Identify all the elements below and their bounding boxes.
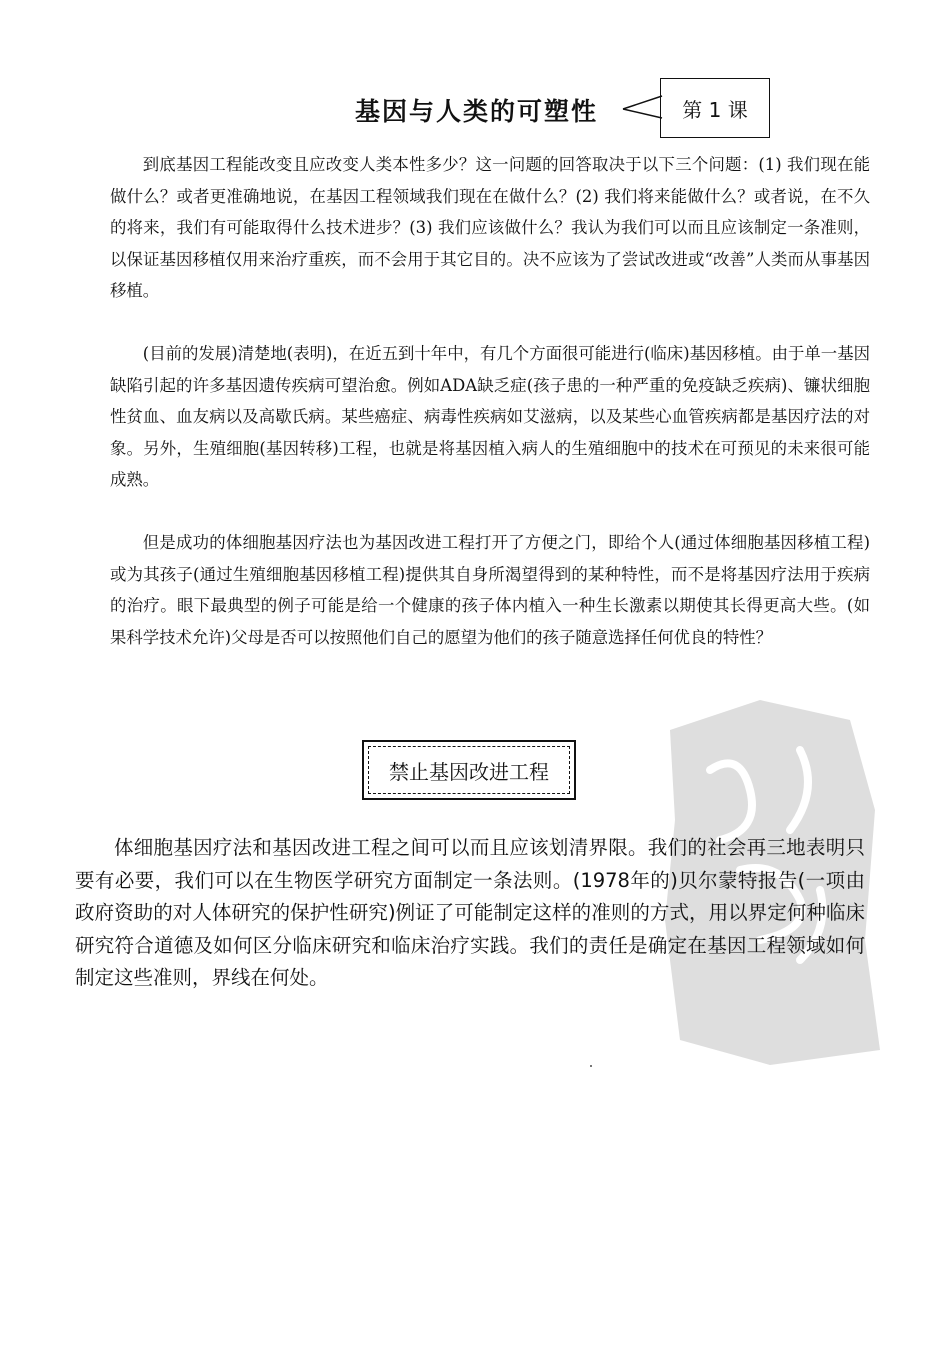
lesson-label-box xyxy=(660,78,770,138)
lesson-label: 第 1 课 xyxy=(682,97,748,122)
body-paragraph-1: 到底基因工程能改变且应改变人类本性多少？这一问题的回答取决于以下三个问题：(1) 我们现在能做什么？或者更准确地说，在基因工程领域我们现在在做什么？(2) 我们将来能做什么？或者说，在不久的将来，我们有可能取得什么技术进步？(3) 我们应该做什么？我认为我们可以而且应该制定一条准则，以保证基因移植仅用来治疗重疾，而不会用于其它目的。决不应该为了尝试改进或“改善”人类而从事基因移植。 xyxy=(110,155,870,300)
speck xyxy=(590,1065,592,1067)
body-paragraph-3: 但是成功的体细胞基因疗法也为基因改进工程打开了方便之门，即给个人(通过体细胞基因移植工程)或为其孩子(通过生殖细胞基因移植工程)提供其自身所渴望得到的某种特性，而不是将基因疗法用于疾病的治疗。眼下最典型的例子可能是给一个健康的孩子体内植入一种生长激素以期使其长得更高大些。(如果科学技术允许)父母是否可以按照他们自己的愿望为他们的孩子随意选择任何优良的特性？ xyxy=(110,533,870,647)
section-heading: 禁止基因改进工程 xyxy=(389,759,549,784)
section-heading-box xyxy=(362,740,576,800)
page-title: 基因与人类的可塑性 xyxy=(355,97,599,126)
section-body-paragraph: 体细胞基因疗法和基因改进工程之间可以而且应该划清界限。我们的社会再三地表明只要有必要，我们可以在生物医学研究方面制定一条法则。(1978年的)贝尔蒙特报告(一项由政府资助的对人体研究的保护性研究)例证了可能制定这样的准则的方式，用以界定何种临床研究符合道德及如何区分临床研究和临床治疗实践。我们的责任是确定在基因工程领域如何制定这些准则，界线在何处。 xyxy=(75,836,865,990)
body-paragraph-2: (目前的发展)清楚地(表明)，在近五到十年中，有几个方面很可能进行(临床)基因移植。由于单一基因缺陷引起的许多基因遗传疾病可望治愈。例如ADA缺乏症(孩子患的一种严重的免疫缺乏疾病)、镰状细胞性贫血、血友病以及高歇氏病。某些癌症、病毒性疾病如艾滋病，以及某些心血管疾病都是基因疗法的对象。另外，生殖细胞(基因转移)工程，也就是将基因植入病人的生殖细胞中的技术在可预见的未来很可能成熟。 xyxy=(110,344,870,489)
